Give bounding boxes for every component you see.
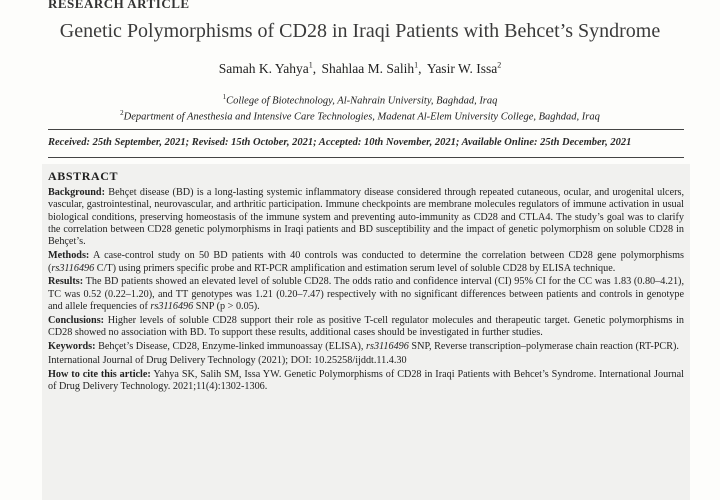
author-name: Yasir W. Issa$^2$ (426, 60, 502, 76)
article-dates: Received: 25th September, 2021; Revised: 15th October, 2021; Accepted: 10th November, 2021; Available Online: 25th December, 2021 (48, 137, 632, 148)
author-list (0, 60, 720, 77)
abstract-methods: Methods: A case-control study on 50 BD patients with 40 controls was conducted to determine the correlation between CD28 gene polymorphisms (rs3116496 C/T) using primers specific probe and RT-PCR amplification and estimation serum level of soluble CD28 by ELISA technique. (48, 250, 684, 274)
citation: How to cite this article: Yahya SK, Salih SM, Issa YW. Genetic Polymorphisms of CD28 in Iraqi Patients with Behcet’s Syndrome. International Journal of Drug Delivery Technology. 2021;11(4):1302-1306. (48, 368, 684, 393)
divider (48, 129, 684, 130)
article-title: Genetic Polymorphisms of CD28 in Iraqi Patients with Behcet’s Syndrome (59, 20, 661, 42)
abstract-body (48, 187, 684, 395)
affiliation: $^1$College of Biotechnology, Al-Nahrain University, Baghdad, Iraq (222, 93, 498, 107)
author-name: Shahlaa M. Salih$^1$, (321, 60, 422, 76)
section-label: RESEARCH ARTICLE (48, 0, 190, 11)
abstract-conclusions: Conclusions: Higher levels of soluble CD28 support their role as positive T-cell regulator molecules and therapeutic target. Genetic polymorphisms in CD28 showed no association with BD. To support these results, additional cases should be investigated in further studies. (48, 314, 684, 339)
abstract-background: Background: Behçet disease (BD) is a long-lasting systemic inflammatory disease considered through repeated cutaneous, ocular, and urogenital ulcers, vascular, gastrointestinal, neurovascular, and arthritic participation. Immune checkpoints are membrane molecules regulators of immune activation in usual biological conditions, preserving homeostasis of the immune system and preventing auto-immunity as CD28 and CTLA4. The study’s goal was to clarify the correlation between CD28 genetic polymorphisms in Iraqi patients and BD susceptibility and the impact of genetic polymorphism on soluble CD28 in Behçet’s. (48, 187, 684, 248)
author-name: Samah K. Yahya$^1$, (218, 60, 317, 76)
abstract-keywords: Keywords: Behçet’s Disease, CD28, Enzyme-linked immunoassay (ELISA), rs3116496 SNP, Reverse transcription–polymerase chain reaction (RT-PCR). (48, 341, 679, 353)
abstract-heading: ABSTRACT (48, 169, 119, 183)
divider (48, 157, 684, 158)
affiliation: $^2$Department of Anesthesia and Intensive Care Technologies, Madenat Al-Elem University College, Baghdad, Iraq (120, 109, 600, 123)
journal-doi-line: International Journal of Drug Delivery Technology (2021); DOI: 10.25258/ijddt.11.4.30 (48, 354, 407, 366)
abstract-results: Results: The BD patients showed an elevated level of soluble CD28. The odds ratio and confidence interval (CI) 95% CI for the CC was 1.83 (0.80–4.21), TC was 0.52 (0.22–1.20), and TT genotypes was 1.21 (0.20–7.47) respectively with no significant differences between patients and controls in genotype and allele frequencies of rs3116496 SNP (p > 0.05). (48, 276, 684, 313)
